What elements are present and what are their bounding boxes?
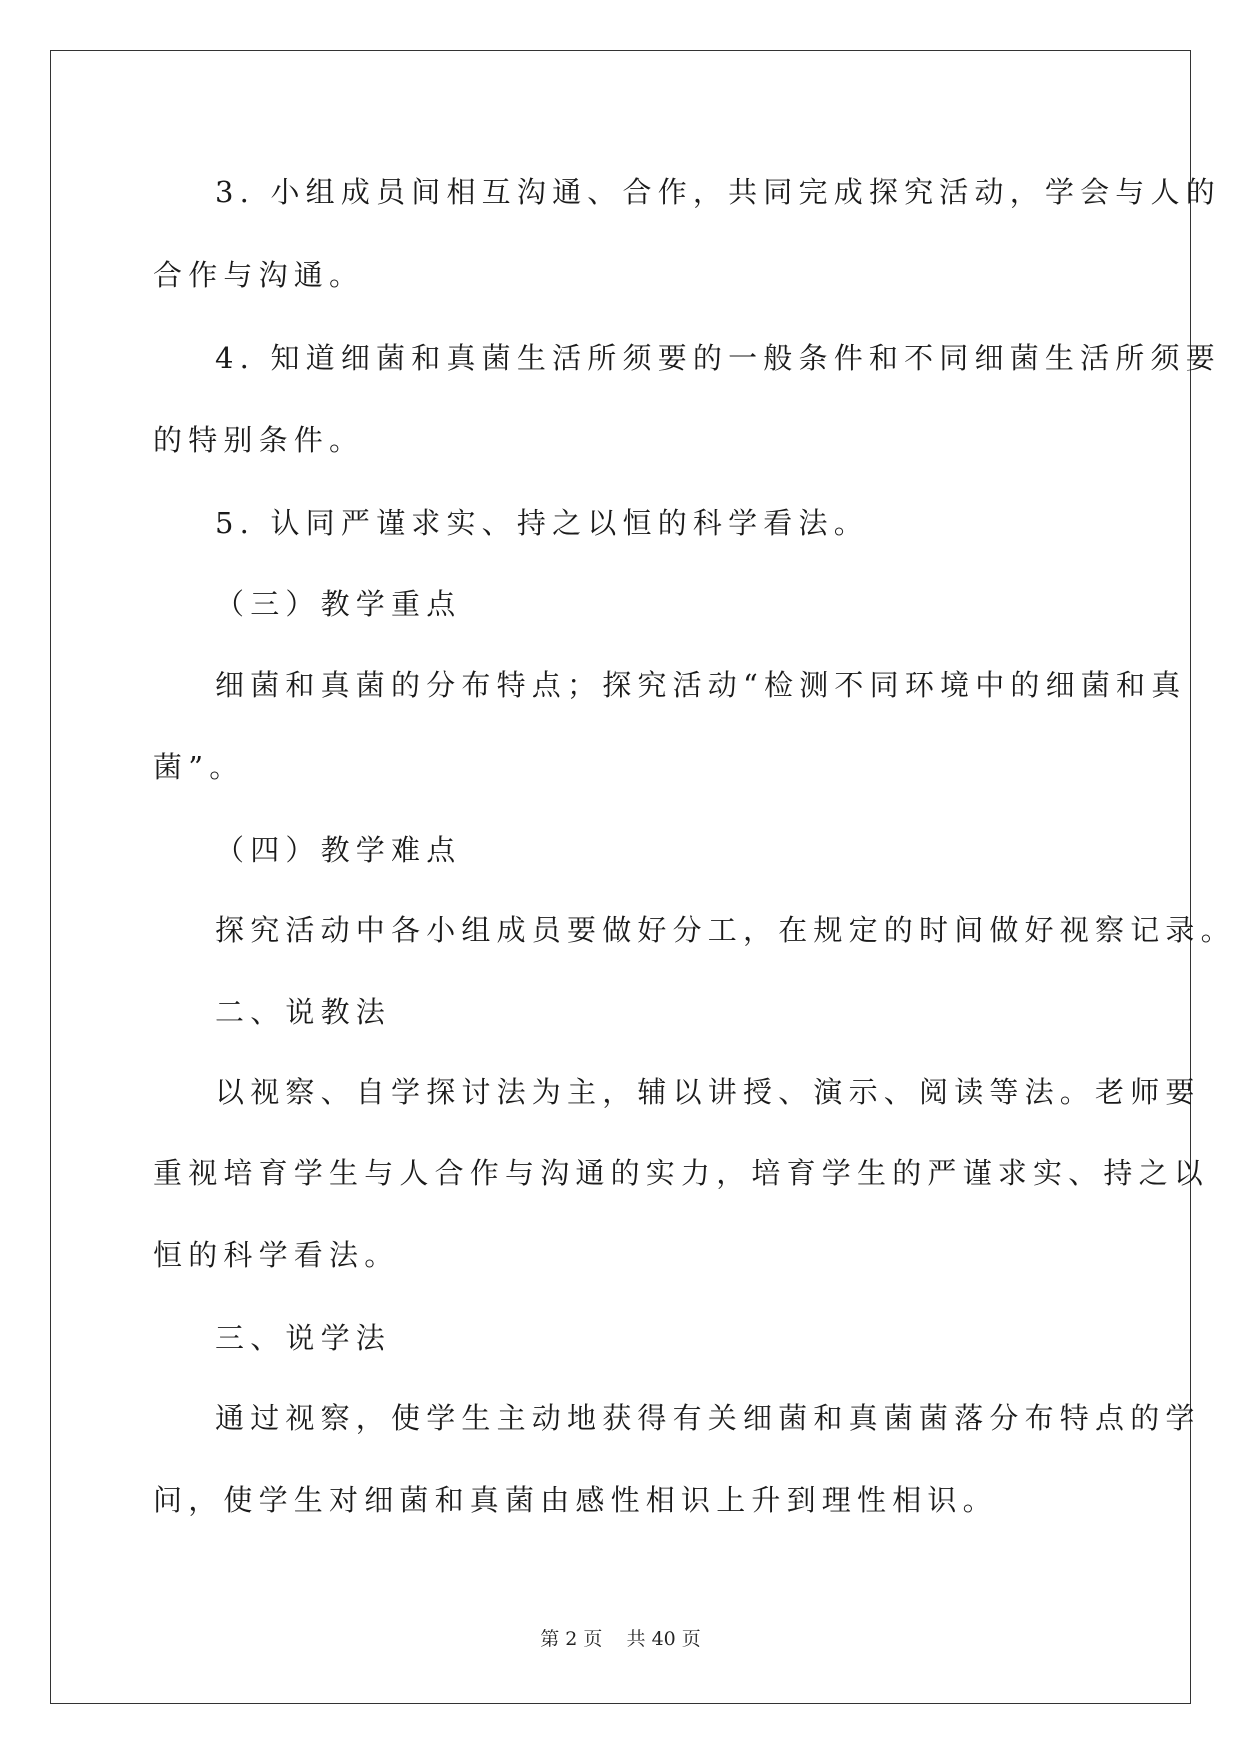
paragraph-line: 探究活动中各小组成员要做好分工，在规定的时间做好视察记录。: [215, 913, 1236, 947]
page-border: [50, 50, 1191, 1704]
paragraph-line: 3. 小组成员间相互沟通、合作，共同完成探究活动，学会与人的: [215, 175, 1221, 209]
paragraph-line: 问，使学生对细菌和真菌由感性相识上升到理性相识。: [153, 1483, 998, 1517]
section-heading: （三）教学重点: [215, 587, 462, 621]
paragraph-line: 合作与沟通。: [153, 258, 365, 292]
page-number: 第 2 页 共 40 页: [540, 1628, 701, 1650]
paragraph-line: 重视培育学生与人合作与沟通的实力，培育学生的严谨求实、持之以: [153, 1156, 1210, 1190]
page-footer: [0, 1627, 1241, 1651]
paragraph-line: 恒的科学看法。: [153, 1238, 400, 1272]
paragraph-line: 细菌和真菌的分布特点；探究活动“检测不同环境中的细菌和真: [215, 668, 1187, 702]
section-heading: （四）教学难点: [215, 833, 462, 867]
paragraph-line: 4. 知道细菌和真菌生活所须要的一般条件和不同细菌生活所须要: [215, 341, 1221, 375]
paragraph-line: 的特别条件。: [153, 423, 365, 457]
paragraph-line: 通过视察，使学生主动地获得有关细菌和真菌菌落分布特点的学: [215, 1401, 1201, 1435]
paragraph-line: 以视察、自学探讨法为主，辅以讲授、演示、阅读等法。老师要: [215, 1075, 1201, 1109]
section-heading: 二、说教法: [215, 995, 392, 1029]
paragraph-line: 5. 认同严谨求实、持之以恒的科学看法。: [215, 506, 869, 540]
section-heading: 三、说学法: [215, 1321, 392, 1355]
paragraph-line: 菌”。: [153, 750, 245, 784]
